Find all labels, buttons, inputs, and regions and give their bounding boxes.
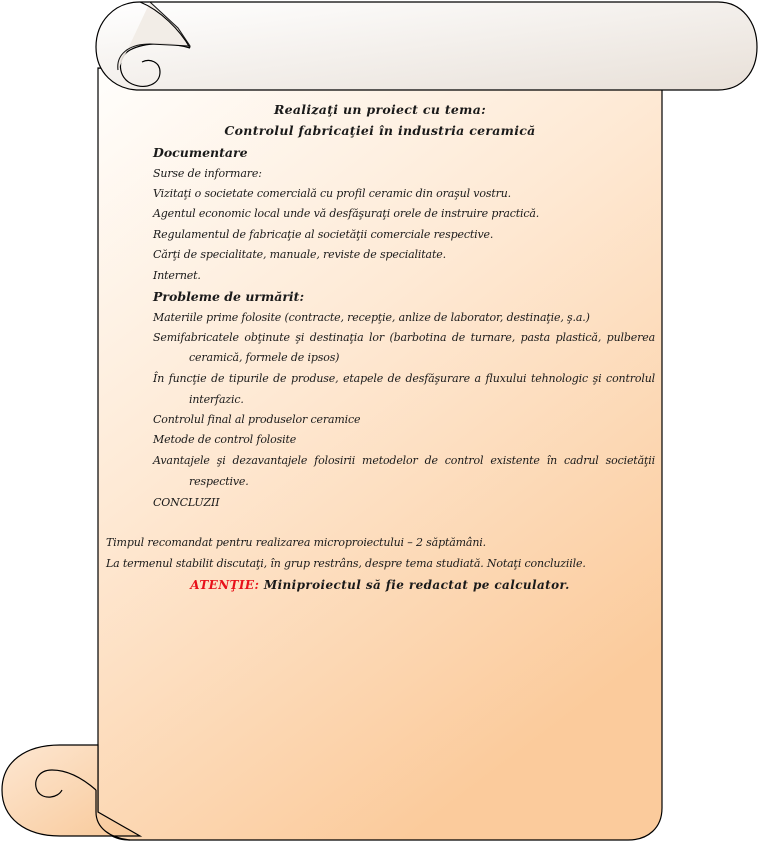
attention-text: Miniproiectul să fie redactat pe calculator. [263,578,570,592]
probleme-heading: Probleme de urmărit: [153,289,305,304]
probleme-item-continuation: ceramică, formele de ipsos) [189,351,340,364]
probleme-item-continuation: respective. [189,475,249,488]
probleme-item: Semifabricatele obţinute şi destinaţia lor (barbotina de turnare, pasta plastică, pulberea [153,331,655,344]
documentare-item: Internet. [153,269,201,282]
attention-label: ATENŢIE: [190,578,260,592]
probleme-item-continuation: interfazic. [189,393,244,406]
project-title-line-1: Realizaţi un proiect cu tema: [273,102,487,117]
probleme-item: În funcţie de tipurile de produse, etapele de desfăşurare a fluxului tehnologic şi controlul [153,372,655,385]
documentare-item: Regulamentul de fabricaţie al societăţii comerciale respective. [153,228,494,241]
discussion-text: La termenul stabilit discutaţi, în grup restrâns, despre tema studiată. Notaţi concluziile. [106,557,586,570]
documentare-item: Agentul economic local unde vă desfăşuraţi orele de instruire practică. [153,207,540,220]
recommended-time-text: Timpul recomandat pentru realizarea microproiectului – 2 săptămâni. [106,536,486,549]
attention-note [100,578,660,592]
documentare-heading: Documentare [153,145,248,160]
probleme-item: Controlul final al produselor ceramice [153,413,361,426]
documentare-item: Cărţi de specialitate, manuale, reviste de specialitate. [153,248,446,261]
probleme-item: Avantajele şi dezavantajele folosirii metodelor de control existente în cadrul societăţii [153,454,655,467]
documentare-item: Vizitaţi o societate comercială cu profil ceramic din oraşul vostru. [153,187,511,200]
project-title-line-2: Controlul fabricaţiei în industria ceramică [224,123,536,138]
probleme-item: Metode de control folosite [153,433,297,446]
probleme-item: CONCLUZII [153,496,220,509]
probleme-item: Materiile prime folosite (contracte, recepţie, anlize de laborator, destinaţie, ş.a.) [153,311,590,324]
documentare-item: Surse de informare: [153,167,262,180]
